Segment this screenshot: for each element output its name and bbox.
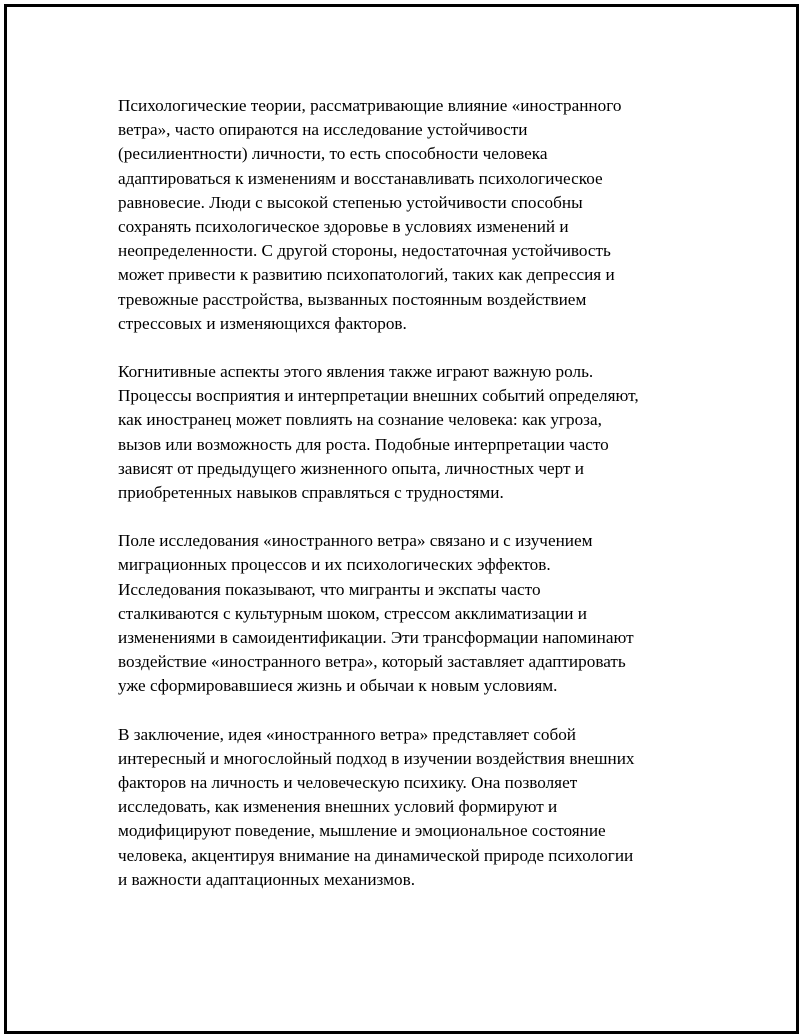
paragraph-conclusion [118,723,688,892]
text-line: уже сформировавшиеся жизнь и обычаи к новым условиям. [118,676,558,696]
text-line: как иностранец может повлиять на сознание человека: как угроза, [118,410,602,430]
text-line: зависят от предыдущего жизненного опыта, личностных черт и [118,458,584,478]
paragraph-cognitive-aspects [118,360,688,505]
text-line: тревожные расстройства, вызванных постоянным воздействием [118,289,587,309]
text-line: Процессы восприятия и интерпретации внешних событий определяют, [118,386,639,406]
text-line: В заключение, идея «иностранного ветра» представляет собой [118,724,577,744]
text-line: равновесие. Люди с высокой степенью устойчивости способны [118,192,583,212]
text-line: изменениями в самоидентификации. Эти трансформации напоминают [118,628,634,648]
text-line: адаптироваться к изменениям и восстанавливать психологическое [118,168,603,188]
paragraph-migration [118,529,688,698]
text-line: сохранять психологическое здоровье в условиях изменений и [118,217,569,237]
text-line: и важности адаптационных механизмов. [118,869,415,889]
text-line: сталкиваются с культурным шоком, стрессом акклиматизации и [118,603,587,623]
text-line: вызов или возможность для роста. Подобные интерпретации часто [118,434,609,454]
text-line: приобретенных навыков справляться с трудностями. [118,483,504,503]
text-line: Исследования показывают, что мигранты и экспаты часто [118,579,541,599]
text-line: стрессовых и изменяющихся факторов. [118,313,407,333]
text-line: воздействие «иностранного ветра», который заставляет адаптировать [118,652,626,672]
text-line: Когнитивные аспекты этого явления также играют важную роль. [118,362,594,382]
text-line: неопределенности. С другой стороны, недостаточная устойчивость [118,241,611,261]
text-line: может привести к развитию психопатологий, таких как депрессия и [118,265,615,285]
text-line: интересный и многослойный подход в изучении воздействия внешних [118,748,635,768]
text-line: модифицируют поведение, мышление и эмоциональное состояние [118,821,606,841]
paragraph-resilience [118,94,688,336]
text-line: человека, акцентируя внимание на динамической природе психологии [118,845,634,865]
text-line: ветра», часто опираются на исследование устойчивости [118,120,528,140]
text-line: исследовать, как изменения внешних условий формируют и [118,797,558,817]
document-body [118,94,688,916]
text-line: факторов на личность и человеческую психику. Она позволяет [118,773,578,793]
text-line: Поле исследования «иностранного ветра» связано и с изучением [118,531,593,551]
text-line: Психологические теории, рассматривающие влияние «иностранного [118,96,622,115]
text-line: (ресилиентности) личности, то есть способности человека [118,144,548,164]
text-line: миграционных процессов и их психологических эффектов. [118,555,551,575]
